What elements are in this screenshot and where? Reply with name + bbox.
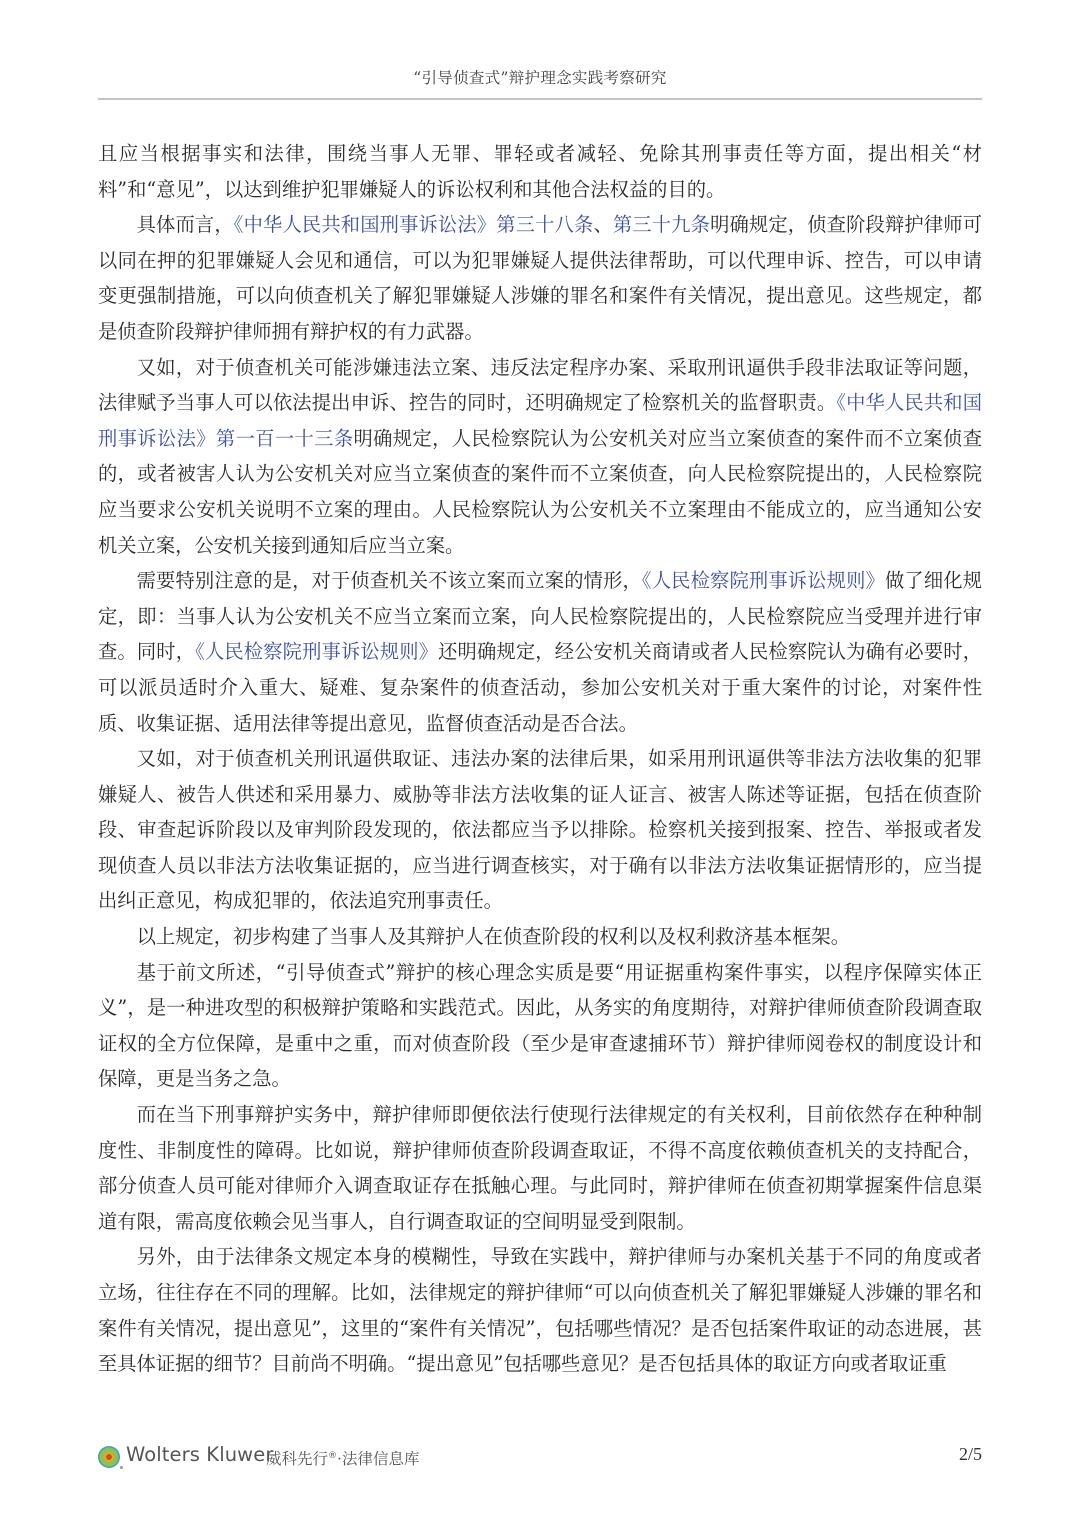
paragraph-text: 且应当根据事实和法律，围绕当事人无罪、罪轻或者减轻、免除其刑事责任等方面，提出相关“材料”和“意见”，以达到维护犯罪嫌疑人的诉讼权利和其他合法权益的目的。 bbox=[98, 142, 982, 201]
paragraph bbox=[98, 741, 982, 919]
brand-cn bbox=[266, 1447, 419, 1469]
page-number: 2/5 bbox=[958, 1444, 982, 1464]
paragraph bbox=[98, 955, 982, 1097]
law-citation-link[interactable]: 《中华人民共和国刑事诉讼法》第一百一十三条 bbox=[98, 391, 982, 450]
brand-name: Wolters Kluwer bbox=[126, 1443, 274, 1466]
paragraph-text: 又如，对于侦查机关刑讯逼供取证、违法办案的法律后果，如采用刑讯逼供等非法方法收集的犯罪嫌疑人、被告人供述和采用暴力、威胁等非法方法收集的证人证言、被害人陈述等证据，包括在侦查阶段、审查起诉阶段以及审判阶段发现的，依法都应当予以排除。检察机关接到报案、控告、举报或者发现侦查人员以非法方法收集证据的，应当进行调查核实，对于确有以非法方法收集证据情形的，应当提出纠正意见，构成犯罪的，依法追究刑事责任。 bbox=[98, 747, 982, 913]
page-footer bbox=[98, 1444, 982, 1474]
paragraph bbox=[98, 1239, 982, 1381]
product-name: ·法律信息库 bbox=[337, 1450, 420, 1468]
header-divider bbox=[98, 98, 982, 100]
paragraph-text: 而在当下刑事辩护实务中，辩护律师即便依法行使现行法律规定的有关权利，目前依然存在种种制度性、非制度性的障碍。比如说，辩护律师侦查阶段调查取证，不得不高度依赖侦查机关的支持配合，部分侦查人员可能对律师介入调查取证存在抵触心理。与此同时，辩护律师在侦查初期掌握案件信息渠道有限，需高度依赖会见当事人，自行调查取证的空间明显受到限制。 bbox=[98, 1103, 982, 1233]
paragraph-text: 具体而言， bbox=[136, 213, 234, 237]
law-citation-link[interactable]: 《中华人民共和国刑事诉讼法》第三十八条 bbox=[233, 213, 594, 237]
law-citation-link[interactable]: 第三十九条 bbox=[612, 213, 711, 237]
paragraph-text: 基于前文所述，“引导侦查式”辩护的核心理念实质是要“用证据重构案件事实，以程序保障实体正义”，是一种进攻型的积极辩护策略和实践范式。因此，从务实的角度期待，对辩护律师侦查阶段调查取证权的全方位保障，是重中之重，而对侦查阶段（至少是审查逮捕环节）辩护律师阅卷权的制度设计和保障，更是当务之急。 bbox=[98, 960, 982, 1091]
running-header: “引导侦查式”辩护理念实践考察研究 bbox=[413, 69, 667, 87]
paragraph bbox=[98, 207, 982, 349]
paragraph-text: 又如，对于侦查机关可能涉嫌违法立案、违反法定程序办案、采取刑讯逼供手段非法取证等问题，法律赋予当事人可以依法提出申诉、控告的同时，还明确规定了检察机关的监督职责。 bbox=[98, 355, 982, 415]
paragraph bbox=[98, 1097, 982, 1239]
paragraph-text: 明确规定，人民检察院认为公安机关对应当立案侦查的案件而不立案侦查的，或者被害人认为公安机关对应当立案侦查的案件而不立案侦查，向人民检察院提出的，人民检察院应当要求公安机关说明不立案的理由。人民检察院认为公安机关不立案理由不能成立的，应当通知公安机关立案，公安机关接到通知后应当立案。 bbox=[98, 426, 982, 557]
paragraph-text: 、 bbox=[593, 213, 613, 237]
paragraph-text: 需要特别注意的是，对于侦查机关不该立案而立案的情形， bbox=[136, 569, 642, 593]
document-body bbox=[98, 136, 982, 1382]
paragraph bbox=[98, 350, 982, 564]
paragraph bbox=[98, 919, 982, 955]
paragraph bbox=[98, 563, 982, 741]
law-citation-link[interactable]: 《人民检察院刑事诉讼规则》 bbox=[195, 640, 439, 664]
brand-cn-name: 威科先行 bbox=[266, 1450, 329, 1468]
law-citation-link[interactable]: 《人民检察院刑事诉讼规则》 bbox=[641, 569, 885, 593]
paragraph-text: 以上规定，初步构建了当事人及其辩护人在侦查阶段的权利以及权利救济基本框架。 bbox=[136, 925, 850, 949]
paragraph-text: 明确规定，侦查阶段辩护律师可以同在押的犯罪嫌疑人会见和通信，可以为犯罪嫌疑人提供法律帮助，可以代理申诉、控告，可以申请变更强制措施，可以向侦查机关了解犯罪嫌疑人涉嫌的罪名和案件有关情况，提出意见。这些规定，都是侦查阶段辩护律师拥有辩护权的有力武器。 bbox=[98, 213, 983, 343]
paragraph-text: 做了细化规定，即：当事人认为公安机关不应当立案而立案，向人民检察院提出的，人民检察院应当受理并进行审查。同时， bbox=[98, 569, 982, 664]
paragraph-text: 另外，由于法律条文规定本身的模糊性，导致在实践中，辩护律师与办案机关基于不同的角度或者立场，往往存在不同的理解。比如，法律规定的辩护律师“可以向侦查机关了解犯罪嫌疑人涉嫌的罪名和案件有关情况，提出意见”，这里的“案件有关情况”，包括哪些情况？是否包括案件取证的动态进展，甚至具体证据的细节？目前尚不明确。“提出意见”包括哪些意见？是否包括具体的取证方向或者取证重 bbox=[98, 1245, 982, 1376]
paragraph-text: 还明确规定，经公安机关商请或者人民检察院认为确有必要时，可以派员适时介入重大、疑难、复杂案件的侦查活动，参加公安机关对于重大案件的讨论，对案件性质、收集证据、适用法律等提出意见，监督侦查活动是否合法。 bbox=[98, 640, 983, 735]
wolters-kluwer-globe-icon bbox=[98, 1446, 120, 1468]
paragraph bbox=[98, 136, 982, 207]
registered-mark: ® bbox=[328, 1450, 338, 1461]
